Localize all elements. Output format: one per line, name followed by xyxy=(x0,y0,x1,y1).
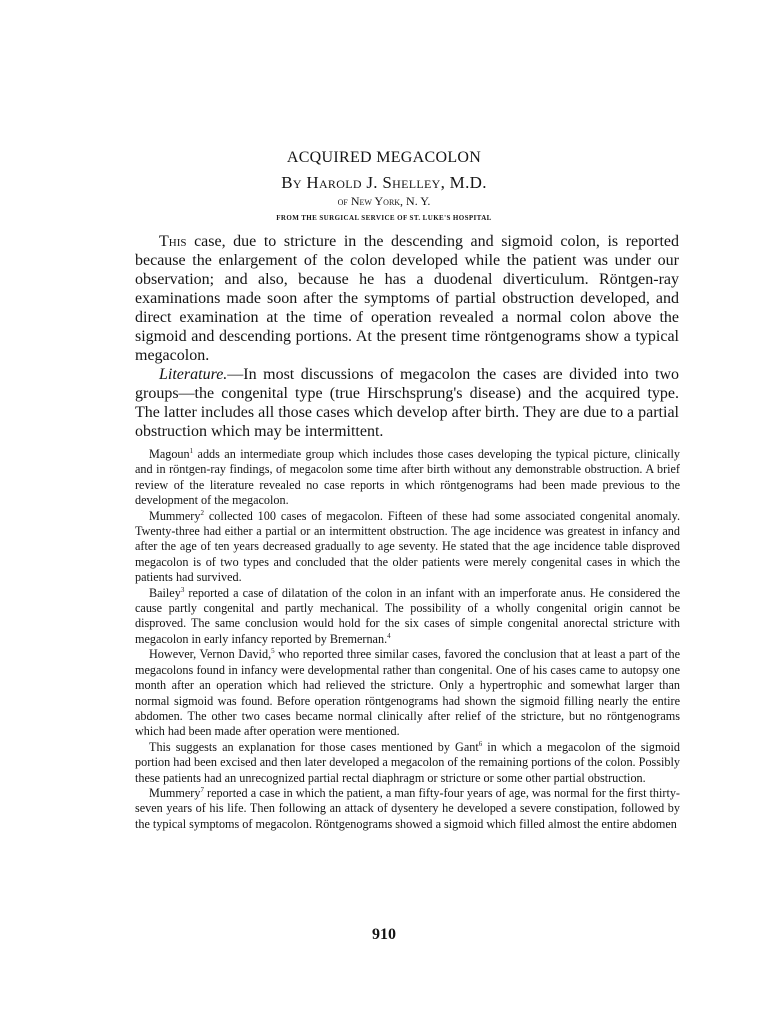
review-paragraph xyxy=(135,740,680,786)
review-text: reported a case in which the patient, a man fifty-four years of age, was normal for the first thirty-seven years of his life. Then following an attack of dysentery he developed a severe constipation, followed by the typical symptoms of megacolon. Röntgenograms showed a sigmoid which filled almost the entire abdomen xyxy=(135,785,680,831)
review-text: adds an intermediate group which includes those cases developing the typical picture, clinically and in röntgen-ray findings, of megacolon some time after birth without any demonstrable obstruction. A brief review of the literature revealed no case reports in which röntgenograms had been made previous to the development of the megacolon. xyxy=(135,447,680,508)
article-title: ACQUIRED MEGACOLON xyxy=(286,149,482,166)
review-text: in which a megacolon of the sigmoid portion had been excised and then later developed a megacolon of the remaining portions of the colon. Possibly these patients had an unrecognized partial rectal diaphragm or stricture or some other partial obstruction. xyxy=(135,739,680,785)
literature-paragraph xyxy=(135,365,679,441)
cited-author: However, Vernon David, xyxy=(149,647,272,662)
review-paragraph xyxy=(135,786,680,832)
cited-author: This suggests an explanation for those cases mentioned by Gant xyxy=(149,739,479,754)
reference-marker: 4 xyxy=(387,631,391,640)
intro-paragraph xyxy=(135,232,679,365)
intro-paragraph-text: case, due to stricture in the descending and sigmoid colon, is reported because the enlargement of the colon developed while the patient was under our observation; and also, because he has a duodenal diverticulum. Röntgen-ray examinations made soon after the symptoms of partial obstruction developed, and direct examination at the time of operation revealed a normal colon above the sigmoid and descending portions. At the present time röntgenograms show a typical megacolon. xyxy=(135,233,679,364)
author-location: of New York, N. Y. xyxy=(337,194,431,208)
literature-heading: Literature. xyxy=(159,366,228,383)
page-number: 910 xyxy=(372,926,396,943)
reference-marker: 1 xyxy=(189,446,194,455)
review-text: reported a case of dilatation of the colon in an infant with an imperforate anus. He considered the cause partly congenital and partly mechanical. The possibility of a wholly congenital origin cannot be disproved. The same conclusion would hold for the six cases of simple congenital anorectal stricture with megacolon in early infancy reported by Bremernan. xyxy=(135,585,680,646)
review-paragraph xyxy=(135,647,680,739)
literature-paragraph-text: —In most discussions of megacolon the cases are divided into two groups—the congenital type (true Hirschsprung's disease) and the acquired type. The latter includes all those cases which develop after birth. They are due to a partial obstruction which may be intermittent. xyxy=(135,366,679,440)
cited-author: Magoun xyxy=(149,447,190,461)
review-paragraph xyxy=(135,586,680,648)
cited-author: Mummery xyxy=(149,785,201,800)
reference-marker: 7 xyxy=(200,785,204,794)
reference-marker: 2 xyxy=(200,508,204,517)
review-text: collected 100 cases of megacolon. Fifteen of these had some associated congenital anomaly. Twenty-three had either a partial or an intermittent obstruction. The age incidence was greatest in infancy and after the age of ten years decreased gradually to age seventy. He stated that the age incidence table disproved megacolon is of two types and concluded that the older patients were merely congenital cases in which the patients had survived. xyxy=(135,508,680,585)
reference-marker: 5 xyxy=(271,647,275,656)
author-affiliation: FROM THE SURGICAL SERVICE OF ST. LUKE'S HOSPITAL xyxy=(276,214,492,222)
reference-marker: 6 xyxy=(478,739,483,748)
reference-marker: 3 xyxy=(180,585,185,594)
intro-lead-word: This xyxy=(159,233,187,250)
review-paragraph xyxy=(135,447,680,509)
intro-section xyxy=(135,232,679,441)
review-text: who reported three similar cases, favored the conclusion that at least a part of the megacolons found in infancy were developmental rather than congenital. One of his cases came to autopsy one month after an operation which had relieved the stricture. Only a hypertrophic and somewhat larger than normal sigmoid was found. Before operation röntgenograms had shown the sigmoid filling nearly the entire abdomen. The other two cases became normal clinically after relief of the stricture, but no röntgenograms which had been made after operation were mentioned. xyxy=(135,647,680,739)
review-paragraph xyxy=(135,509,680,586)
article-author: By Harold J. Shelley, M.D. xyxy=(281,173,487,192)
cited-author: Bailey xyxy=(149,585,181,600)
cited-author: Mummery xyxy=(149,508,201,523)
literature-review xyxy=(135,447,680,832)
